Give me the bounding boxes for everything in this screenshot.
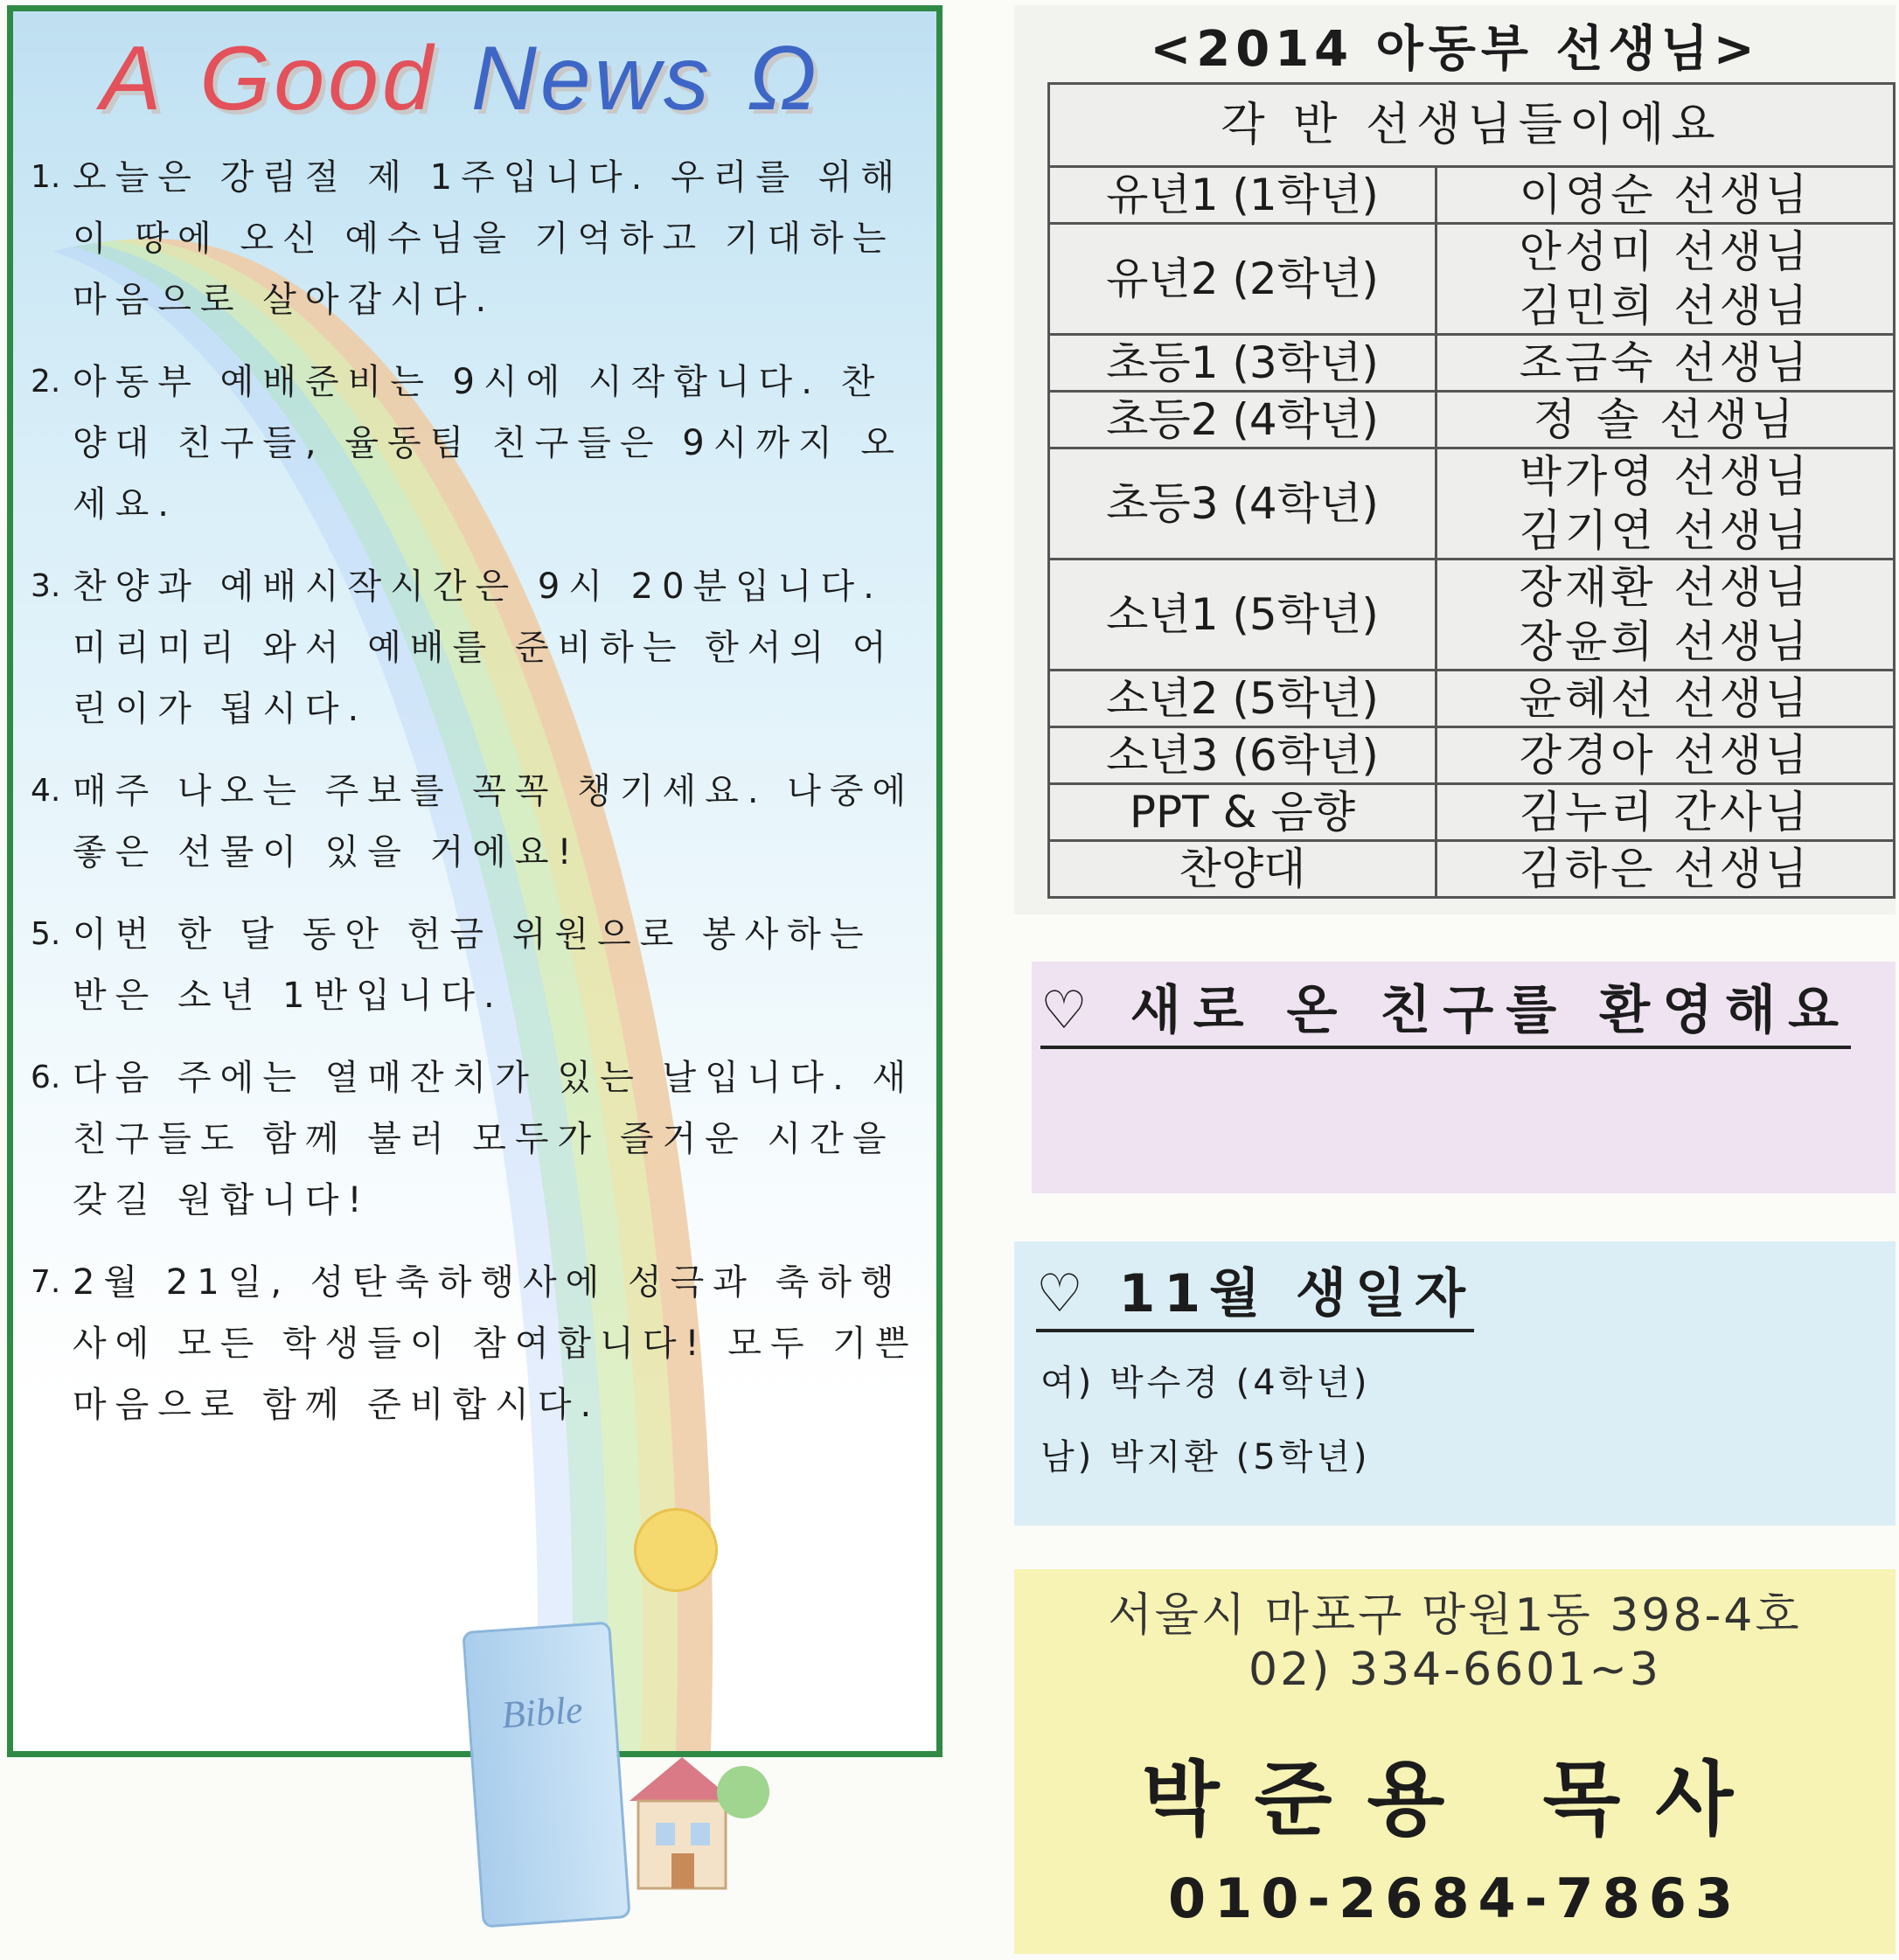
table-header: 각 반 선생님들이에요 [1049,84,1895,167]
item-text: 매주 나오는 주보를 꼭꼭 챙기세요. 나중에 좋은 선물이 있을 거에요! [73,771,915,872]
news-title-part: Good [199,28,436,129]
class-cell: 유년1 (1학년) [1049,167,1436,224]
sun-icon [634,1508,718,1592]
house-icon [621,1740,769,1897]
class-cell: 소년2 (5학년) [1049,671,1436,727]
news-item [31,904,918,1026]
teacher-cell [1436,671,1895,727]
class-cell: 유년2 (2학년) [1049,224,1436,335]
birthdays-section [1014,1241,1896,1526]
teacher-name: 김기연 선생님 [1519,505,1812,556]
birthday-male: 남) 박지환 (5학년) [1040,1437,1371,1477]
table-row [1049,671,1895,727]
news-panel [7,5,943,1757]
news-item [31,761,918,883]
teacher-name: 이영순 선생님 [1519,170,1812,220]
table-row [1049,560,1895,671]
teacher-cell [1436,448,1895,560]
teacher-name: 윤혜선 선생님 [1519,673,1812,724]
teacher-cell [1436,167,1895,224]
class-cell: PPT & 음향 [1049,784,1436,841]
table-row [1049,448,1895,560]
item-text: 이번 한 달 동안 헌금 위원으로 봉사하는 반은 소년 1반입니다. [73,914,873,1016]
item-number: 3. [31,568,61,604]
table-row [1049,224,1895,335]
teacher-name: 강경아 선생님 [1519,730,1812,781]
bible-label: Bible [499,1687,585,1737]
item-text: 2월 21일, 성탄축하행사에 성극과 축하행사에 모든 학생들이 참여합니다! 모두 기쁜 마음으로 함께 준비합시다. [73,1262,918,1425]
class-cell: 초등1 (3학년) [1049,335,1436,392]
item-text: 아동부 예배준비는 9시에 시작합니다. 찬양대 친구들, 율동팀 친구들은 9시까지 오세요. [73,362,903,525]
class-cell: 초등2 (4학년) [1049,392,1436,448]
teacher-cell [1436,727,1895,784]
table-row [1049,167,1895,224]
news-item [31,1047,918,1231]
table-row [1049,784,1895,841]
teacher-name: 김민희 선생님 [1519,281,1812,331]
item-text: 찬양과 예배시작시간은 9시 20분입니다. 미리미리 와서 예배를 준비하는 한서의 어린이가 됩시다. [73,566,895,729]
news-item [31,351,918,535]
item-number: 7. [31,1264,61,1300]
teacher-name: 조금숙 선생님 [1519,337,1812,388]
class-cell: 초등3 (4학년) [1049,448,1436,560]
news-title [101,27,887,131]
table-header-row [1049,84,1895,167]
item-number: 1. [31,159,61,195]
teacher-name: 안성미 선생님 [1519,226,1812,277]
teacher-name: 장윤희 선생님 [1519,616,1812,667]
table-row [1049,335,1895,392]
teacher-cell [1436,224,1895,335]
new-friends-section [1032,962,1896,1193]
teacher-cell [1436,784,1895,841]
item-text: 다음 주에는 열매잔치가 있는 날입니다. 새 친구들도 함께 불러 모두가 즐거운 시간을 갖길 원합니다! [73,1058,915,1220]
pastor-name: 박준용 목사 [1141,1753,1769,1846]
teacher-cell [1436,335,1895,392]
item-number: 6. [31,1060,61,1095]
class-cell: 소년3 (6학년) [1049,727,1436,784]
teachers-title: <2014 아동부 선생님> [1150,21,1760,78]
new-friends-heading: ♡ 새로 온 친구를 환영해요 [1040,969,1851,1049]
church-address: 서울시 마포구 망원1동 398-4호 [1108,1589,1802,1642]
teacher-cell [1436,841,1895,898]
news-list [31,147,918,1456]
news-title-part: A [101,28,165,129]
omega-icon: Ω [747,28,820,129]
teacher-cell [1436,392,1895,448]
teacher-name: 정 솔 선생님 [1533,394,1798,445]
teachers-table [1047,82,1896,899]
bible-book-illustration [462,1621,630,1928]
teacher-name: 김하은 선생님 [1519,844,1812,894]
news-item [31,1252,918,1435]
table-row [1049,841,1895,898]
table-row [1049,392,1895,448]
item-number: 4. [31,773,61,809]
contact-section [1014,1569,1896,1954]
pastor-mobile: 010-2684-7863 [1167,1866,1742,1930]
news-item [31,556,918,740]
birthdays-heading: ♡ 11월 생일자 [1036,1252,1474,1332]
teacher-name: 박가영 선생님 [1519,451,1812,502]
class-cell: 소년1 (5학년) [1049,560,1436,671]
church-phone: 02) 334-6601~3 [1249,1644,1661,1696]
teachers-section [1014,5,1896,914]
class-cell: 찬양대 [1049,841,1436,898]
item-text: 오늘은 강림절 제 1주입니다. 우리를 위해 이 땅에 오신 예수님을 기억하고 기대하는 마음으로 살아갑시다. [73,157,903,320]
item-number: 5. [31,916,61,952]
teacher-name: 김누리 간사님 [1519,787,1812,838]
teacher-cell [1436,560,1895,671]
birthday-female: 여) 박수경 (4학년) [1040,1363,1371,1403]
news-title-part: News [470,28,713,129]
table-row [1049,727,1895,784]
item-number: 2. [31,364,61,400]
news-item [31,147,918,330]
teacher-name: 장재환 선생님 [1519,562,1812,613]
